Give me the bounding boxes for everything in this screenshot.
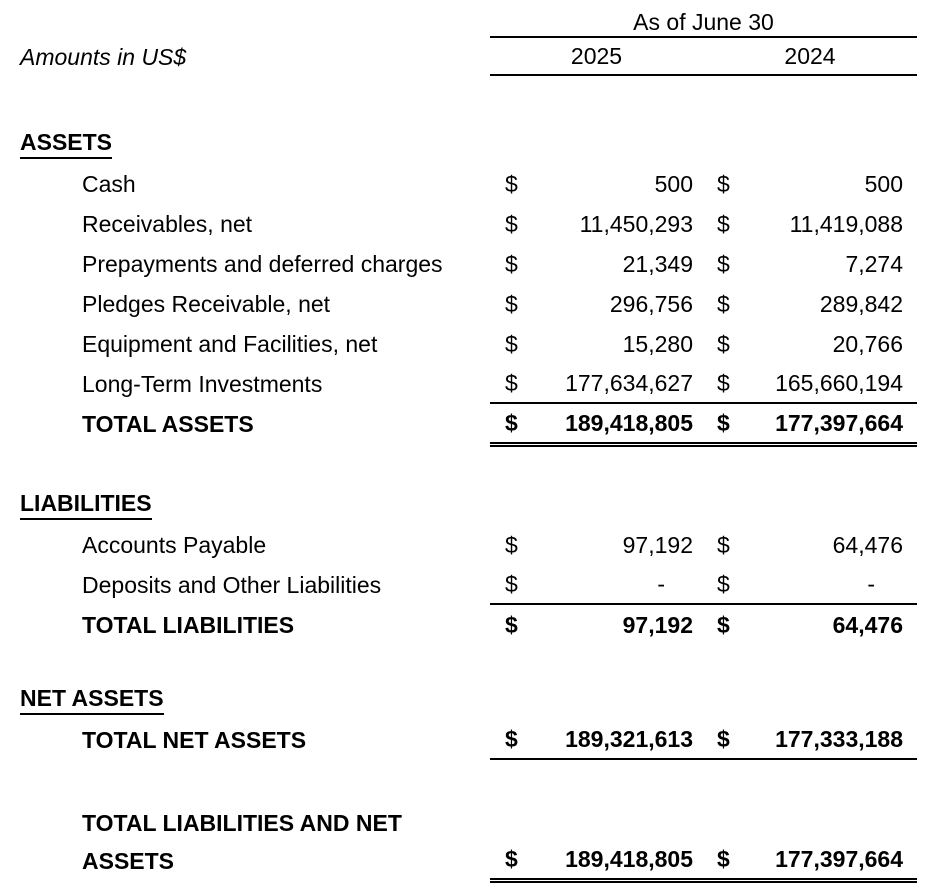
row-label: Accounts Payable (82, 531, 267, 558)
currency-symbol: $ (717, 330, 730, 357)
section-title-liabilities: LIABILITIES (20, 484, 917, 525)
table-row-deposits (20, 565, 917, 605)
row-label: Long-Term Investments (82, 370, 323, 397)
currency-symbol: $ (505, 170, 518, 197)
table-row-equipment (20, 324, 917, 364)
table-row-total-net-assets (20, 720, 917, 760)
currency-symbol: $ (717, 210, 730, 237)
currency-symbol: $ (717, 250, 730, 277)
amount-2024: 177,397,664 (775, 409, 903, 436)
currency-symbol: $ (505, 250, 518, 277)
period-title: As of June 30 (490, 8, 917, 38)
amount-2024: 177,397,664 (775, 845, 903, 872)
amount-2024: - (867, 570, 875, 597)
row-label: TOTAL NET ASSETS (82, 726, 307, 753)
row-label: Equipment and Facilities, net (82, 330, 378, 357)
table-row-total-liabilities (20, 605, 917, 645)
currency-symbol: $ (505, 845, 518, 872)
amount-2025: 189,418,805 (565, 409, 693, 436)
currency-symbol: $ (505, 290, 518, 317)
table-row-pledges (20, 284, 917, 324)
currency-symbol: $ (717, 409, 730, 436)
currency-symbol: $ (505, 531, 518, 558)
currency-symbol: $ (717, 570, 730, 597)
currency-symbol: $ (505, 725, 518, 752)
amount-2024: 64,476 (832, 611, 903, 638)
currency-symbol: $ (717, 170, 730, 197)
amount-2025: 15,280 (622, 330, 693, 357)
amount-2025: 11,450,293 (579, 210, 693, 237)
header-years-row (20, 38, 917, 76)
amount-2025: 177,634,627 (565, 369, 693, 396)
currency-symbol: $ (505, 611, 518, 638)
amount-2024: 177,333,188 (775, 725, 903, 752)
currency-symbol: $ (505, 369, 518, 396)
table-row-receivables (20, 204, 917, 244)
section-title-net-assets: NET ASSETS (20, 679, 917, 720)
amount-2024: 165,660,194 (775, 369, 903, 396)
currency-symbol: $ (505, 570, 518, 597)
row-label: TOTAL LIABILITIES AND NET ASSETS (82, 810, 402, 874)
row-label: Prepayments and deferred charges (82, 250, 443, 277)
table-row-total-liabilities-and-net-assets (20, 804, 917, 880)
amount-2025: 189,418,805 (565, 845, 693, 872)
amount-2024: 20,766 (832, 330, 903, 357)
amount-2025: 97,192 (622, 531, 693, 558)
amounts-note: Amounts in US$ (20, 43, 187, 70)
currency-symbol: $ (717, 369, 730, 396)
year-2024-header: 2024 (784, 42, 836, 69)
amount-2024: 11,419,088 (789, 210, 903, 237)
header-period-row (20, 8, 917, 38)
amount-2025: 296,756 (609, 290, 693, 317)
currency-symbol: $ (505, 409, 518, 436)
currency-symbol: $ (717, 725, 730, 752)
amount-2025: - (657, 570, 665, 597)
year-2025-header: 2025 (570, 42, 623, 69)
amount-2024: 500 (864, 170, 903, 197)
amount-2025: 97,192 (622, 611, 693, 638)
amount-2024: 289,842 (819, 290, 903, 317)
table-row-total-assets (20, 404, 917, 444)
currency-symbol: $ (717, 290, 730, 317)
currency-symbol: $ (717, 611, 730, 638)
row-label: TOTAL ASSETS (82, 410, 254, 437)
amount-2025: 189,321,613 (565, 725, 693, 752)
table-row-prepayments (20, 244, 917, 284)
currency-symbol: $ (505, 330, 518, 357)
currency-symbol: $ (717, 845, 730, 872)
row-label: Deposits and Other Liabilities (82, 571, 382, 598)
row-label: Cash (82, 170, 136, 197)
row-label: Receivables, net (82, 210, 253, 237)
amount-2024: 64,476 (832, 531, 903, 558)
table-row-accounts-payable (20, 525, 917, 565)
amount-2024: 7,274 (845, 250, 903, 277)
row-label: TOTAL LIABILITIES (82, 611, 295, 638)
year-columns (490, 38, 917, 76)
table-row-cash (20, 164, 917, 204)
currency-symbol: $ (717, 531, 730, 558)
table-row-long-term-investments (20, 364, 917, 404)
amount-2025: 500 (654, 170, 693, 197)
row-label: Pledges Receivable, net (82, 290, 331, 317)
section-title-assets: ASSETS (20, 123, 917, 164)
amount-2025: 21,349 (622, 250, 693, 277)
currency-symbol: $ (505, 210, 518, 237)
